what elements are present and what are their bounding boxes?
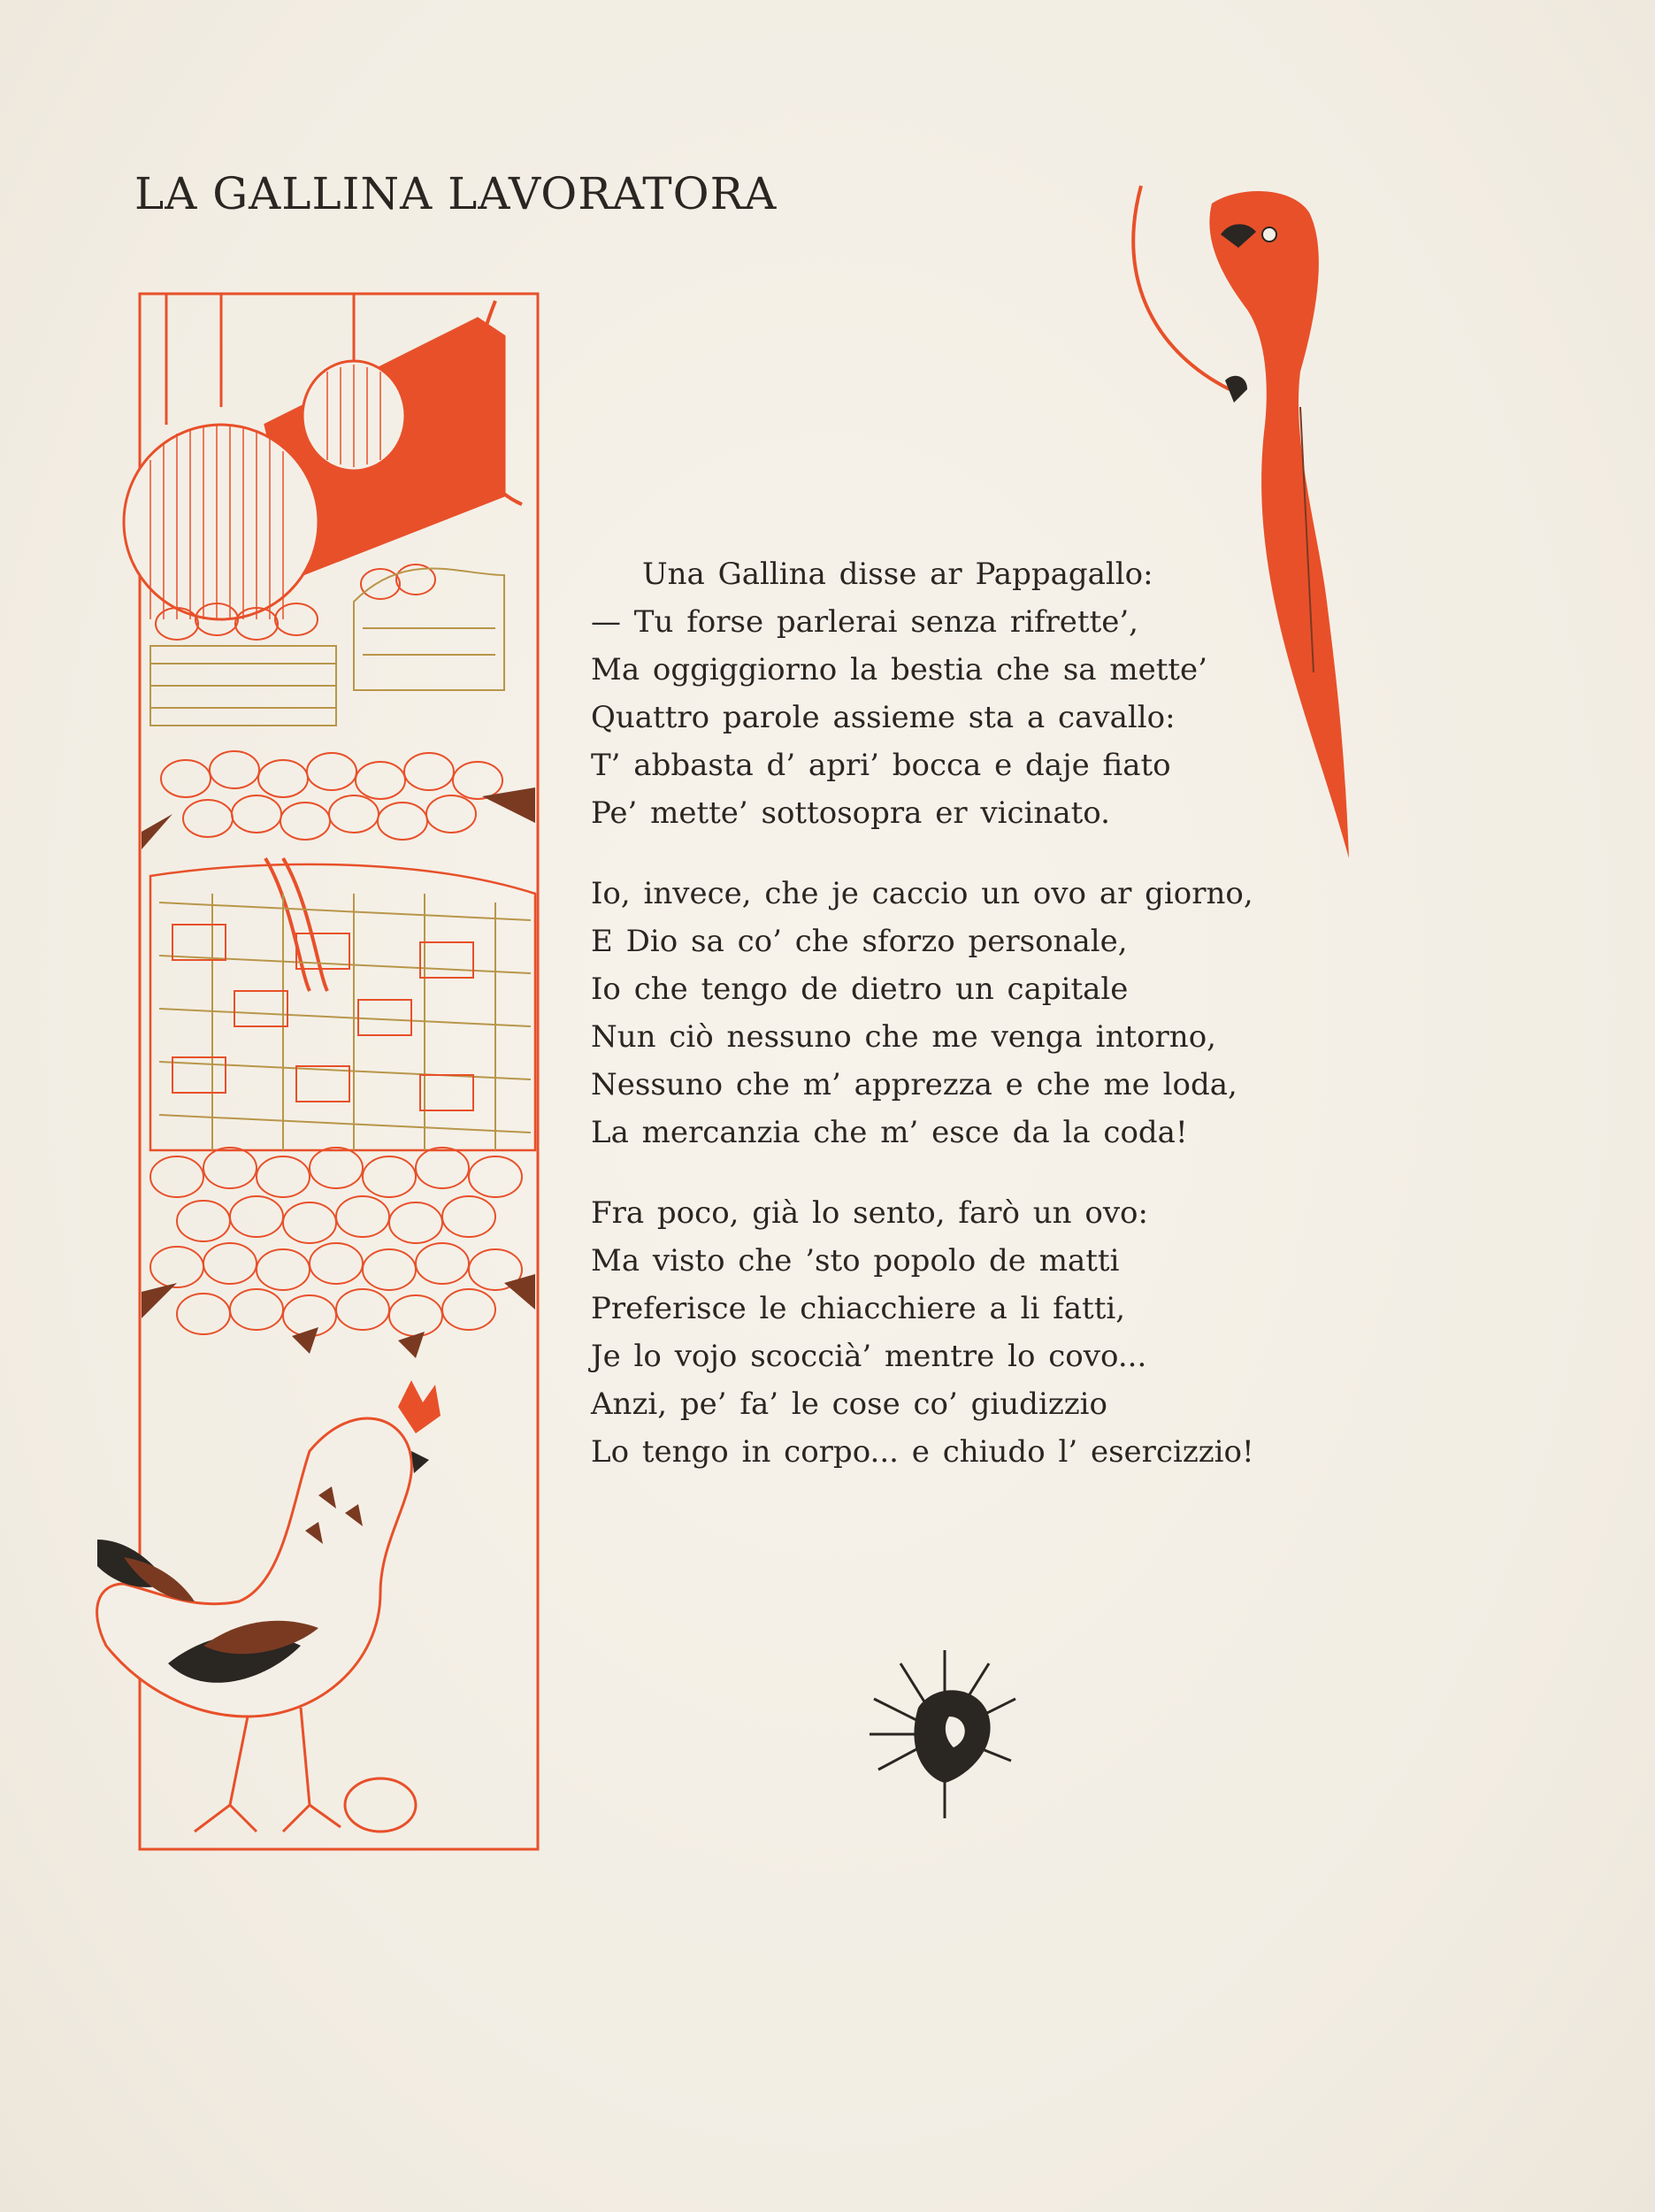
verse-line: La mercanzia che m’ esce da la coda! xyxy=(591,1115,1188,1150)
poem-body xyxy=(591,550,1387,1509)
shell-ornament-icon xyxy=(865,1646,1024,1823)
stanza-2 xyxy=(591,870,1387,1156)
verse-line: Nessuno che m’ apprezza e che me loda, xyxy=(591,1067,1237,1102)
poem-title: LA GALLINA LAVORATORA xyxy=(134,168,778,219)
kitchen-hen-illustration xyxy=(88,283,566,1858)
verse-line: T’ abbasta d’ apri’ bocca e daje fiato xyxy=(591,748,1171,783)
verse-line: Io, invece, che je caccio un ovo ar giorno, xyxy=(591,876,1253,911)
verse-line: Fra poco, già lo sento, farò un ovo: xyxy=(591,1195,1148,1231)
verse-line: Je lo vojo scoccià’ mentre lo covo... xyxy=(591,1339,1147,1374)
verse-line: Nun ciò nessuno che me venga intorno, xyxy=(591,1019,1216,1055)
verse-line: E Dio sa co’ che sforzo personale, xyxy=(591,924,1128,959)
verse-line: Lo tengo in corpo... e chiudo l’ esercizzio! xyxy=(591,1434,1254,1470)
stanza-1 xyxy=(591,550,1387,837)
verse-line: Anzi, pe’ fa’ le cose co’ giudizzio xyxy=(591,1386,1107,1422)
verse-line: Ma oggiggiorno la bestia che sa mette’ xyxy=(591,652,1207,687)
verse-line: Preferisce le chiacchiere a li fatti, xyxy=(591,1291,1126,1326)
verse-line: Io che tengo de dietro un capitale xyxy=(591,972,1129,1007)
verse-line: — Tu forse parlerai senza rifrette’, xyxy=(591,604,1138,640)
verse-line: Ma visto che ’sto popolo de matti xyxy=(591,1243,1120,1279)
verse-line: Pe’ mette’ sottosopra er vicinato. xyxy=(591,795,1110,831)
verse-line: Una Gallina disse ar Pappagallo: xyxy=(642,557,1153,592)
verse-line: Quattro parole assieme sta a cavallo: xyxy=(591,700,1176,735)
stanza-3 xyxy=(591,1189,1387,1476)
